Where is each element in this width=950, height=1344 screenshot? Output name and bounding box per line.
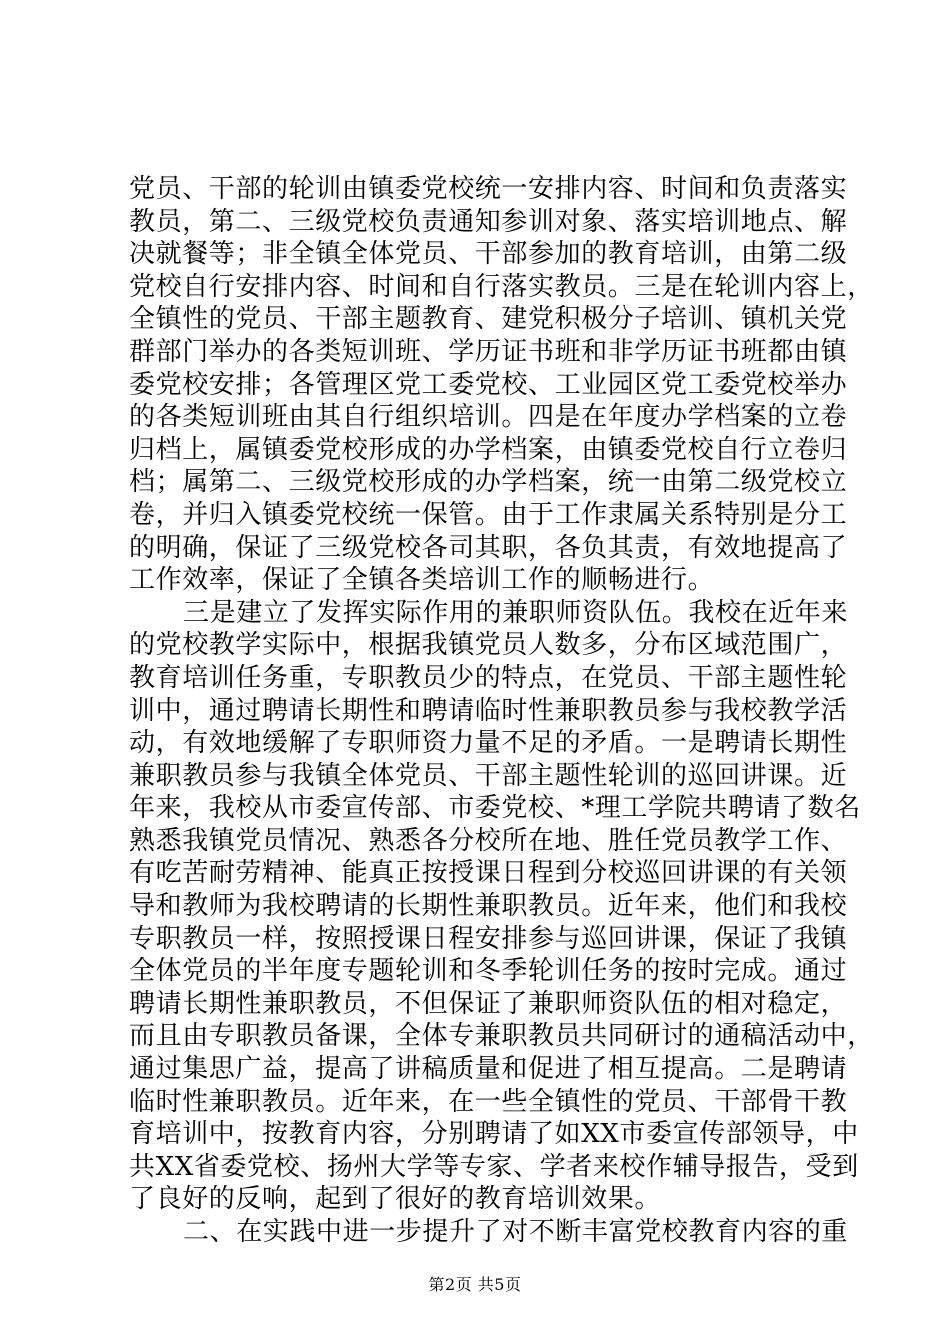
text-line: 兼职教员参与我镇全体党员、干部主题性轮训的巡回讲课。近 xyxy=(129,760,848,791)
text-line: 通过集思广益，提高了讲稿质量和促进了相互提高。二是聘请 xyxy=(129,1054,848,1085)
page-footer: 第2页 共5页 xyxy=(428,1275,522,1294)
text-line: 训中，通过聘请长期性和聘请临时性兼职教员参与我校教学活 xyxy=(129,695,848,726)
text-line: 育培训中，按教育内容，分别聘请了如XX市委宣传部领导，中 xyxy=(129,1119,859,1150)
document-body xyxy=(129,173,874,1249)
text-line: 工作效率，保证了全镇各类培训工作的顺畅进行。 xyxy=(129,565,715,596)
text-line: 卷，并归入镇委党校统一保管。由于工作隶属关系特别是分工 xyxy=(129,499,848,530)
text-line: 党员、干部的轮训由镇委党校统一安排内容、时间和负责落实 xyxy=(129,174,848,204)
text-line: 有吃苦耐劳精神、能真正按授课日程到分校巡回讲课的有关领 xyxy=(129,858,848,889)
text-line: 动，有效地缓解了专职师资力量不足的矛盾。一是聘请长期性 xyxy=(129,728,848,759)
text-line: 年来，我校从市委宣传部、市委党校、*理工学院共聘请了数名 xyxy=(129,793,861,824)
text-line: 决就餐等；非全镇全体党员、干部参加的教育培训，由第二级 xyxy=(129,239,848,270)
text-line: 聘请长期性兼职教员，不但保证了兼职师资队伍的相对稳定， xyxy=(129,988,848,1019)
text-line: 委党校安排；各管理区党工委党校、工业园区党工委党校举办 xyxy=(129,369,848,400)
text-line: 全体党员的半年度专题轮训和冬季轮训任务的按时完成。通过 xyxy=(129,956,848,987)
text-line: 的党校教学实际中，根据我镇党员人数多，分布区域范围广， xyxy=(129,630,848,661)
paragraph-start-line: 三是建立了发挥实际作用的兼职师资队伍。我校在近年来 xyxy=(183,597,849,628)
text-line: 教员，第二、三级党校负责通知参训对象、落实培训地点、解 xyxy=(129,206,848,237)
text-line: 了良好的反响，起到了很好的教育培训效果。 xyxy=(129,1184,662,1215)
text-line: 归档上，属镇委党校形成的办学档案，由镇委党校自行立卷归 xyxy=(129,434,848,465)
text-line: 教育培训任务重，专职教员少的特点，在党员、干部主题性轮 xyxy=(129,662,848,693)
text-line: 专职教员一样，按照授课日程安排参与巡回讲课，保证了我镇 xyxy=(129,923,848,954)
text-line: 全镇性的党员、干部主题教育、建党积极分子培训、镇机关党 xyxy=(129,304,848,335)
text-line: 导和教师为我校聘请的长期性兼职教员。近年来，他们和我校 xyxy=(129,891,848,922)
text-line: 档；属第二、三级党校形成的办学档案，统一由第二级党校立 xyxy=(129,467,848,498)
text-line: 而且由专职教员备课，全体专兼职教员共同研讨的通稿活动中， xyxy=(129,1021,874,1052)
text-line: 的各类短训班由其自行组织培训。四是在年度办学档案的立卷 xyxy=(129,402,848,433)
text-line: 熟悉我镇党员情况、熟悉各分校所在地、胜任党员教学工作、 xyxy=(129,825,848,856)
text-line: 临时性兼职教员。近年来，在一些全镇性的党员、干部骨干教 xyxy=(129,1086,848,1117)
paragraph-start-line: 二、在实践中进一步提升了对不断丰富党校教育内容的重 xyxy=(183,1217,849,1247)
text-line: 党校自行安排内容、时间和自行落实教员。三是在轮训内容上， xyxy=(129,271,874,302)
text-line: 的明确，保证了三级党校各司其职，各负其责，有效地提高了 xyxy=(129,532,848,563)
text-line: 群部门举办的各类短训班、学历证书班和非学历证书班都由镇 xyxy=(129,336,848,367)
text-line: 共XX省委党校、扬州大学等专家、学者来校作辅导报告，受到 xyxy=(129,1151,859,1182)
